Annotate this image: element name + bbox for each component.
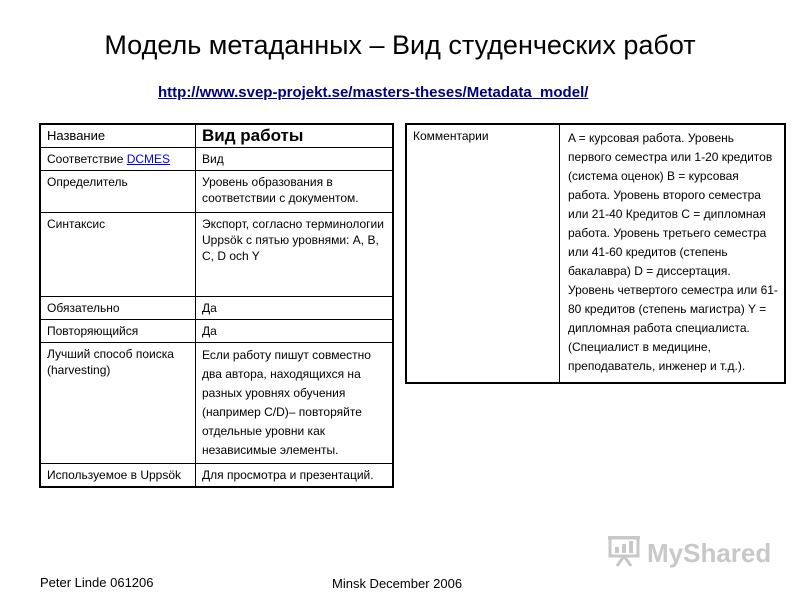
row-value-cell: Да — [196, 297, 394, 320]
table-row — [40, 320, 393, 343]
footer-event: Minsk December 2006 — [332, 576, 463, 591]
row-label-cell: Повторяющийся — [40, 320, 196, 343]
header-name-cell: Название — [40, 124, 196, 148]
row-value-cell: Уровень образования в соответствии с документом. — [196, 171, 394, 213]
row-label-cell — [40, 148, 196, 171]
row-label-cell: Синтаксис — [40, 213, 196, 297]
row-label-cell: Определитель — [40, 171, 196, 213]
table-row — [40, 213, 393, 297]
table-row — [40, 148, 393, 171]
table-row — [406, 124, 785, 383]
comments-value-cell: A = курсовая работа. Уровень первого семестра или 1-20 кредитов (система оценок) B = курсовая работа. Уровень второго семестра или 21-40 Кредитов C = дипломная работа. Уровень третьего семестра или 41-60 кредитов (степень бакалавра) D = диссертация. Уровень четвертого семестра или 61-80 кредитов (степень магистра) Y = дипломная работа специалиста. (Специалист в медицине, преподаватель, инженер и т.д.). — [560, 124, 786, 383]
row-label-prefix: Соответствие — [47, 152, 127, 166]
table-row — [40, 297, 393, 320]
table-row — [40, 464, 393, 488]
header-value-cell: Вид работы — [196, 124, 394, 148]
row-value-cell: Если работу пишут совместно два автора, находящихся на разных уровнях обучения (например C/D)– повторяйте отдельные уровни как независимые элементы. — [196, 343, 394, 464]
table-header-row — [40, 124, 393, 148]
row-label-cell: Используемое в Uppsök — [40, 464, 196, 488]
presentation-board-icon — [607, 535, 641, 572]
row-value-cell: Экспорт, согласно терминологии Uppsök с пятью уровнями: A, B, C, D och Y — [196, 213, 394, 297]
slide-title: Модель метаданных – Вид студенческих работ — [104, 30, 696, 60]
metadata-model-link[interactable]: http://www.svep-projekt.se/masters-theses/Metadata_model/ — [158, 84, 589, 101]
comments-table — [405, 123, 786, 384]
row-value-cell: Вид — [196, 148, 394, 171]
row-label-cell: Лучший способ поиска (harvesting) — [40, 343, 196, 464]
footer-author: Peter Linde 061206 — [40, 575, 154, 590]
table-row — [40, 171, 393, 213]
dcmes-link[interactable]: DCMES — [126, 152, 171, 166]
comments-label-cell: Комментарии — [406, 124, 560, 383]
row-label-cell: Обязательно — [40, 297, 196, 320]
row-value-cell: Для просмотра и презентаций. — [196, 464, 394, 488]
row-value-cell: Да — [196, 320, 394, 343]
watermark-text: MyShared — [647, 537, 772, 568]
watermark-logo — [607, 536, 771, 570]
metadata-properties-table — [39, 123, 394, 488]
table-row — [40, 343, 393, 464]
